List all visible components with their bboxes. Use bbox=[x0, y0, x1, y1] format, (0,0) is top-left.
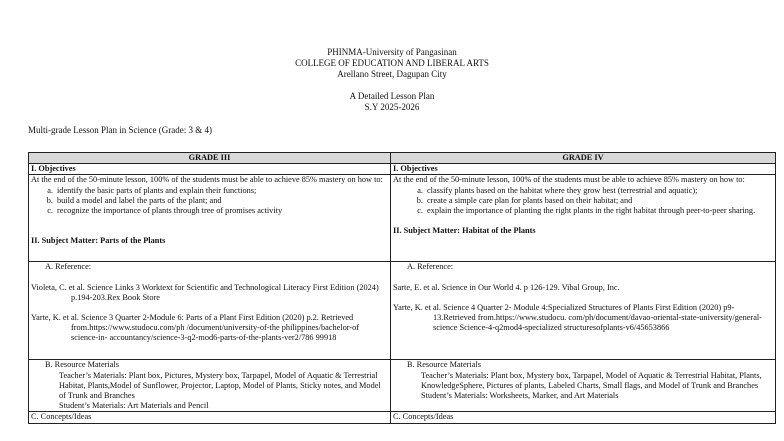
college-name: COLLEGE OF EDUCATION AND LIBERAL ARTS bbox=[295, 58, 489, 68]
grade4-reference-cell bbox=[391, 262, 776, 360]
grade3-teachers-materials: Teacher’s Materials: Plant box, Pictures, Mystery box, Tarpapel, Model of Aquatic & Terrestrial Habitat, Plants,Model of Sunflower, Projector, Laptop, Model of Plants, Sticky notes, and Model of Trunk and Branches bbox=[59, 370, 381, 401]
list-item: b. create a simple care plan for plants based on their habitat; and bbox=[416, 195, 633, 205]
grade4-resource-label: B. Resource Materials bbox=[407, 360, 481, 370]
grade3-students-materials: Student’s Materials: Art Materials and Pencil bbox=[59, 401, 209, 411]
grade4-resources-cell bbox=[391, 360, 776, 412]
grade3-objectives-intro: At the end of the 50-minute lesson, 100% of the students must be able to achieve 85% mastery on how to: bbox=[31, 175, 383, 185]
university-name: PHINMA-University of Pangasinan bbox=[327, 47, 457, 57]
grade3-subject-title: II. Subject Matter: Parts of the Plants bbox=[31, 236, 166, 246]
list-item: c. recognize the importance of plants through tree of promises activity bbox=[47, 206, 283, 216]
school-year: S.Y 2025-2026 bbox=[364, 102, 420, 112]
grade4-students-materials: Student’s Materials: Worksheets, Marker, and Art Materials bbox=[421, 391, 619, 401]
grade3-resources-cell bbox=[29, 360, 391, 412]
grade3-objectives-cell bbox=[29, 175, 391, 262]
doc-type: A Detailed Lesson Plan bbox=[349, 91, 435, 101]
plan-title: Multi-grade Lesson Plan in Science (Grade: 3 & 4) bbox=[28, 125, 212, 135]
grade3-reference-cell bbox=[29, 262, 391, 360]
grade4-concepts-label: C. Concepts/Ideas bbox=[391, 412, 776, 423]
grade4-subject-title: II. Subject Matter: Habitat of the Plants bbox=[393, 226, 536, 236]
grade4-reference-label: A. Reference: bbox=[407, 262, 454, 272]
grade3-reference-label: A. Reference: bbox=[45, 262, 92, 272]
address: Arellano Street, Dagupan City bbox=[337, 69, 447, 79]
list-item: b. build a model and label the parts of the plant; and bbox=[46, 195, 222, 205]
grade3-heading: GRADE III bbox=[29, 153, 391, 164]
grade4-reference-2: Yarte, K. et al. Science 4 Quarter 2- Module 4:Specialized Structures of Plants First Edition (2020) p9-13.Retrieved from.https://www.studocu. com/ph/document/davao-oriental-state-university/general-science Science-4-q2mod4-specialized structuresofplants-v6/45653866 bbox=[393, 302, 762, 333]
grade3-resource-label: B. Resource Materials bbox=[45, 360, 119, 370]
grade3-reference-1: Violeta, C. et al. Science Links 3 Worktext for Scientific and Technological Literacy First Edition (2024) p.194-203.Rex Book Store bbox=[31, 282, 379, 302]
lesson-plan-table bbox=[28, 152, 776, 424]
list-item: c. explain the importance of planting the right plants in the right habitat through peer-to-peer sharing. bbox=[417, 206, 756, 216]
grade4-teachers-materials: Teacher’s Materials: Plant box, Mystery box, Tarpapel, Model of Aquatic & Terrestrial Habitat, Plants, KnowledgeSphere, Pictures of plants, Labeled Charts, Small flags, and Model of Trunk and Branches bbox=[421, 370, 762, 390]
grade4-objectives-intro: At the end of the 50-minute lesson, 100% of the students must be able to achieve 85% mastery on how to: bbox=[393, 175, 745, 185]
list-item: a. identify the basic parts of plants and explain their functions; bbox=[47, 185, 257, 195]
grade4-reference-1: Sarte, E. et al. Science in Our World 4. p 126-129. Vibal Group, Inc. bbox=[393, 282, 620, 292]
list-item: a. classify plants based on the habitat where they grow best (terrestrial and aquatic); bbox=[417, 185, 698, 195]
grade3-reference-2: Yarte, K. et al. Science 3 Quarter 2-Module 6: Parts of a Plant First Edition (2020) p.2. Retrieved from.https://www.studocu.com/ph /document/university-of-the philippines/bachelor-of science-in- accountancy/science-3-q2-mod6-parts-of-the-plants-ver2/786 99918 bbox=[31, 313, 360, 343]
grade4-objectives-title: I. Objectives bbox=[391, 164, 776, 175]
grade4-heading: GRADE IV bbox=[391, 153, 776, 164]
grade4-objectives-cell bbox=[391, 175, 776, 262]
grade3-concepts-label: C. Concepts/Ideas bbox=[29, 412, 391, 423]
grade3-objectives-title: I. Objectives bbox=[29, 164, 391, 175]
